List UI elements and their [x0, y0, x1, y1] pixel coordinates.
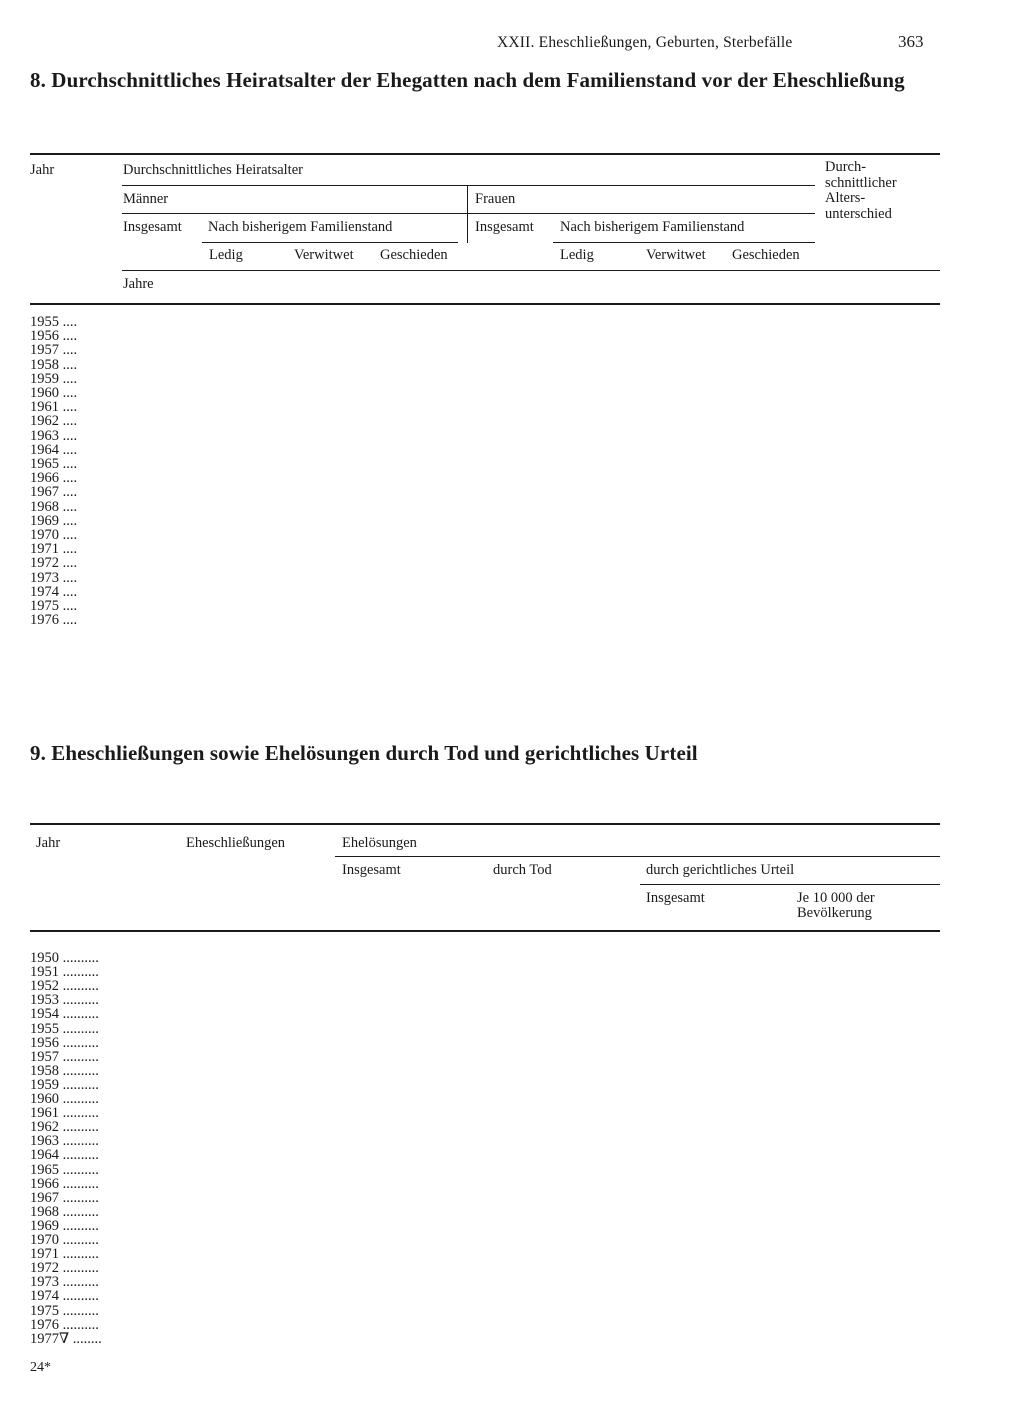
cell-year: 1974 ..........	[30, 1288, 99, 1305]
t9-col-year: Jahr	[36, 835, 61, 851]
t8-col-m-total: Insgesamt	[123, 219, 182, 235]
cell-year: 1968 ..........	[30, 1203, 99, 1220]
table8-title: 8. Durchschnittliches Heiratsalter der Ehegatten nach dem Familienstand vor der Eheschließung	[30, 68, 905, 92]
cell-year: 1956 ..........	[30, 1034, 99, 1051]
t8-col-m-widowed: Verwitwet	[294, 247, 354, 263]
cell-year: 1976 ....	[30, 612, 78, 629]
cell-year: 1976 ..........	[30, 1316, 99, 1333]
cell-year: 1950 ..........	[30, 950, 99, 966]
t9-col-death: durch Tod	[493, 862, 552, 878]
cell-year: 1969 ....	[30, 512, 78, 529]
cell-year: 1954 ..........	[30, 1006, 99, 1023]
cell-year: 1956 ....	[30, 328, 78, 345]
t8-unit: Jahre	[123, 276, 154, 292]
t9-col-dissolutions: Ehelösungen	[342, 835, 417, 851]
t9-col-total: Insgesamt	[342, 862, 401, 878]
cell-year: 1970 ..........	[30, 1232, 99, 1248]
t8-col-women: Frauen	[475, 191, 516, 207]
cell-year: 1960 ..........	[30, 1091, 99, 1107]
cell-year: 1963 ....	[30, 427, 78, 444]
cell-year: 1977∇ ........	[30, 1330, 102, 1347]
cell-year: 1971 ....	[30, 541, 78, 558]
t9-col-marriages: Eheschließungen	[186, 835, 286, 851]
cell-year: 1959 ..........	[30, 1076, 99, 1093]
cell-year: 1966 ..........	[30, 1175, 99, 1192]
cell-year: 1962 ..........	[30, 1119, 99, 1136]
t8-col-w-total: Insgesamt	[475, 219, 534, 235]
cell-year: 1964 ....	[30, 441, 78, 458]
cell-year: 1958 ....	[30, 356, 78, 373]
cell-year: 1966 ....	[30, 470, 78, 487]
cell-year: 1957 ..........	[30, 1048, 99, 1065]
cell-year: 1967 ..........	[30, 1189, 99, 1206]
t9-col-per-10000: Je 10 000 der Bevölkerung	[797, 890, 875, 921]
t8-col-w-divorced: Geschieden	[732, 247, 800, 263]
cell-year: 1973 ..........	[30, 1274, 99, 1291]
cell-year: 1968 ....	[30, 498, 78, 515]
cell-year: 1961 ..........	[30, 1105, 99, 1122]
t9-col-court-total: Insgesamt	[646, 890, 705, 906]
t8-col-w-single: Ledig	[560, 247, 594, 263]
cell-year: 1975 ....	[30, 598, 78, 614]
page-number: 363	[898, 32, 924, 51]
cell-year: 1959 ....	[30, 370, 78, 387]
t8-col-avg-age: Durchschnittliches Heiratsalter	[123, 162, 303, 178]
cell-year: 1951 ..........	[30, 964, 99, 981]
cell-year: 1955 ..........	[30, 1020, 99, 1037]
t8-col-m-status: Nach bisherigem Familienstand	[208, 219, 393, 235]
cell-year: 1955 ....	[30, 314, 78, 330]
cell-year: 1961 ....	[30, 399, 78, 416]
cell-year: 1967 ....	[30, 484, 78, 501]
t8-col-men: Männer	[123, 191, 169, 207]
cell-year: 1971 ..........	[30, 1246, 99, 1263]
t8-col-m-divorced: Geschieden	[380, 247, 448, 263]
t8-col-w-widowed: Verwitwet	[646, 247, 706, 263]
cell-year: 1972 ..........	[30, 1260, 99, 1277]
cell-year: 1975 ..........	[30, 1302, 99, 1319]
cell-year: 1974 ....	[30, 583, 78, 600]
cell-year: 1957 ....	[30, 342, 78, 359]
t9-col-court: durch gerichtliches Urteil	[646, 862, 795, 878]
cell-year: 1958 ..........	[30, 1062, 99, 1079]
table9-title: 9. Eheschließungen sowie Ehelösungen durch Tod und gerichtliches Urteil	[30, 741, 698, 765]
cell-year: 1953 ..........	[30, 992, 99, 1009]
cell-year: 1952 ..........	[30, 978, 99, 995]
signature-mark: 24*	[30, 1360, 51, 1375]
cell-year: 1964 ..........	[30, 1147, 99, 1164]
cell-year: 1965 ....	[30, 456, 78, 472]
cell-year: 1969 ..........	[30, 1217, 99, 1234]
t8-col-m-single: Ledig	[209, 247, 243, 263]
cell-year: 1962 ....	[30, 413, 78, 430]
cell-year: 1972 ....	[30, 555, 78, 572]
t8-col-diff: Durch- schnittlicher Alters- unterschied	[825, 159, 897, 222]
cell-year: 1965 ..........	[30, 1161, 99, 1178]
cell-year: 1970 ....	[30, 527, 78, 543]
cell-year: 1973 ....	[30, 569, 78, 586]
cell-year: 1963 ..........	[30, 1133, 99, 1150]
t8-col-w-status: Nach bisherigem Familienstand	[560, 219, 745, 235]
t8-col-year: Jahr	[30, 162, 55, 178]
cell-year: 1960 ....	[30, 385, 78, 401]
running-header: XXII. Eheschließungen, Geburten, Sterbefälle	[497, 34, 793, 51]
